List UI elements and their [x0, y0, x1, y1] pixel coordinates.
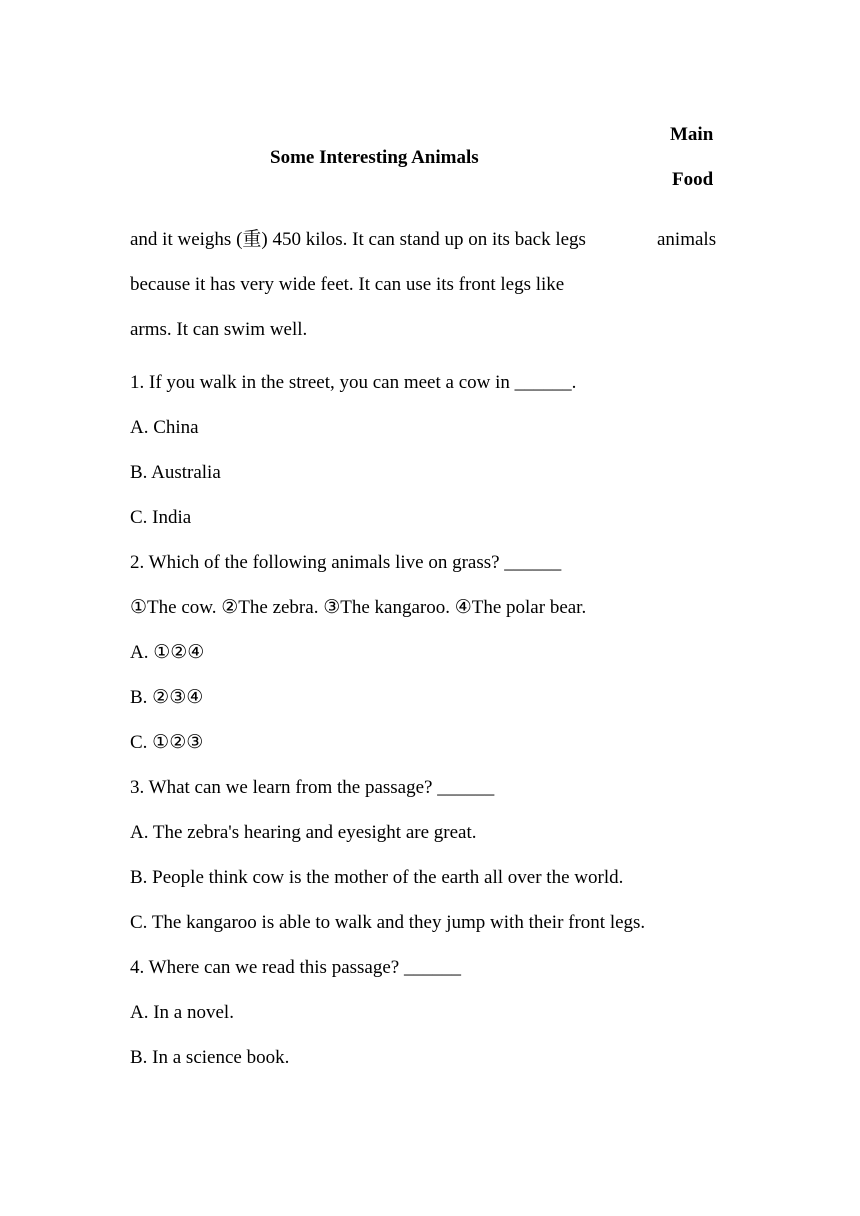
question-2-stem: 2. Which of the following animals live on grass? ______ [130, 552, 562, 573]
question-4-stem: 4. Where can we read this passage? ______ [130, 957, 461, 978]
question-1-stem: 1. If you walk in the street, you can meet a cow in ______. [130, 372, 577, 393]
question-1-option-c: C. India [130, 507, 192, 528]
passage-line: because it has very wide feet. It can use its front legs like [130, 274, 565, 295]
table-header-main: Main [670, 124, 714, 145]
question-4-option-b: B. In a science book. [130, 1047, 290, 1068]
passage-title: Some Interesting Animals [270, 147, 479, 168]
question-2-option-c: C. ①②③ [130, 732, 204, 753]
question-3-stem: 3. What can we learn from the passage? ______ [130, 777, 495, 798]
passage-line: and it weighs (重) 450 kilos. It can stand up on its back legs [130, 229, 586, 250]
question-2-option-b: B. ②③④ [130, 687, 204, 708]
passage-line: arms. It can swim well. [130, 319, 308, 340]
question-1-option-a: A. China [130, 417, 199, 438]
question-2-items: ①The cow. ②The zebra. ③The kangaroo. ④The polar bear. [130, 597, 587, 618]
question-2-option-a: A. ①②④ [130, 642, 205, 663]
question-1-option-b: B. Australia [130, 462, 221, 483]
question-3-option-a: A. The zebra's hearing and eyesight are great. [130, 822, 477, 843]
question-3-option-b: B. People think cow is the mother of the earth all over the world. [130, 867, 624, 888]
question-4-option-a: A. In a novel. [130, 1002, 234, 1023]
question-3-option-c: C. The kangaroo is able to walk and they jump with their front legs. [130, 912, 646, 933]
table-cell-animals: animals [657, 229, 717, 250]
table-header-food: Food [672, 169, 714, 190]
